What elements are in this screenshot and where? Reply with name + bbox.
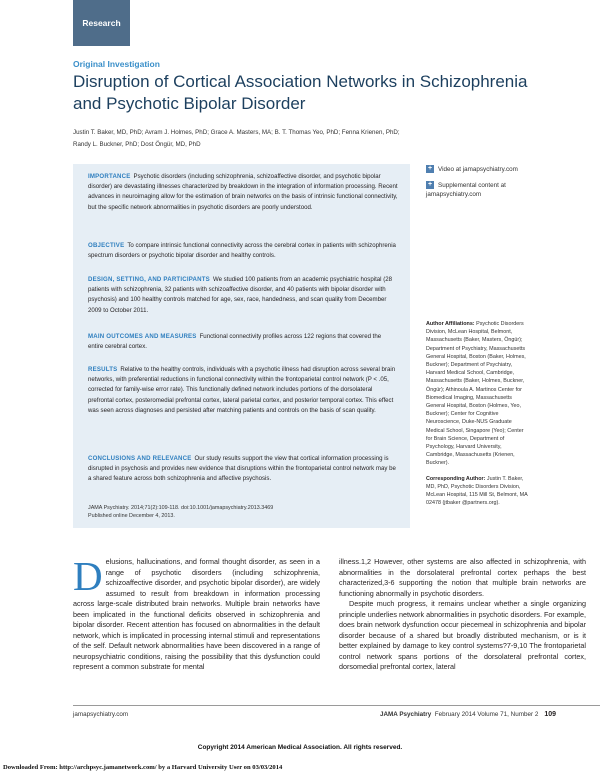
corresponding-label: Corresponding Author:: [426, 475, 486, 482]
author-list: Justin T. Baker, MD, PhD; Avram J. Holmes, PhD; Grace A. Masters, MA; B. T. Thomas Yeo, PhD; Fenna Krienen, PhD; Randy L. Buckner, PhD; Dost Öngür, MD, PhD: [73, 129, 400, 148]
supplemental-link[interactable]: [426, 181, 541, 199]
corresponding-text: Justin T. Baker, MD, PhD, Psychotic Disorders Division, McLean Hospital, 115 Mill St, Belmont, MA 02478 (jtbaker @partners.org).: [426, 475, 528, 507]
body-text-1: elusions, hallucinations, and formal thought disorder, as seen in a range of psychotic disorders (including schizophrenia, schizoaffective disorder, and psychotic bipolar disorder), are widely assumed to result from breakdown in information processing across large-scale distributed brain networks. Multiple brain networks have been implicated in the functional deficits observed in schizophrenia and bipolar disorder. Recent attention has focused on abnormalities in the default network, which is implicated in processing internal stimuli and representations of the self. Default network abnormalities have been discovered in a range of neuropsychiatric conditions, raising the possibility that this dysfunction could represent a common substrate for mental: [73, 557, 320, 671]
supplemental-label: Supplemental content at jamapsychiatry.com: [426, 182, 506, 198]
importance-heading: IMPORTANCE: [88, 173, 131, 180]
author-affiliations: [426, 320, 530, 507]
copyright-line: Copyright 2014 American Medical Association. All rights reserved.: [197, 744, 403, 751]
conclusions-text: Our study results support the view that cortical information processing is disrupted in psychosis and provides new evidence that disruptions within the frontoparietal control network may be a shared feature across both schizophrenia and affective psychosis.: [88, 455, 396, 483]
body-column-2: [339, 557, 586, 673]
plus-icon: +: [427, 181, 433, 188]
footer-journal: JAMA Psychiatry: [380, 711, 432, 718]
results-heading: RESULTS: [88, 366, 118, 373]
abstract-conclusions: [88, 454, 398, 485]
abstract-objective: [88, 241, 398, 261]
abstract-importance: [88, 172, 398, 213]
citation-line: JAMA Psychiatry. 2014;71(2):109-118. doi:10.1001/jamapsychiatry.2013.3469: [88, 505, 274, 511]
abstract-outcomes: [88, 332, 398, 352]
body-text-2a: illness.1,2 However, other systems are also affected in schizophrenia, with abnormalities in the dorsolateral prefrontal cortex perhaps the best characterized,3-6 supporting the notion that multiple brain networks are functioning abnormally in psychotic disorders.: [339, 557, 586, 598]
published-line: Published online December 4, 2013.: [88, 513, 175, 519]
video-link[interactable]: [426, 165, 596, 174]
download-notice: Downloaded From: http://archpsyc.jamanetwork.com/ by a Harvard University User on 03/03/2014: [3, 764, 283, 771]
plus-icon: +: [427, 165, 433, 172]
importance-text: Psychotic disorders (including schizophrenia, schizoaffective disorder, and psychotic bipolar disorder) are devastating illnesses characterized by breakdown in the integration of information processing. Recent advances in neuroimaging allow for the estimation of brain networks on the basis of intrinsic functional connectivity, but the specific network abnormalities in psychotic disorders are poorly understood.: [88, 173, 398, 211]
results-text: Relative to the healthy controls, individuals with a psychotic illness had disruption across several brain networks, with preferential reductions in functional connectivity within the frontoparietal control network (P < .05, corrected for family-wise error rate). This functionally defined network includes portions of the dorsolateral prefrontal cortex, posteromedial prefrontal cortex, lateral parietal cortex, and posterior temporal cortex. This effect was seen across diagnoses and persisted after matching patients and controls on the basis of scan quality.: [88, 366, 396, 414]
section-tab: Research: [73, 0, 130, 46]
abstract-results: [88, 365, 398, 416]
article-kicker: Original Investigation: [73, 59, 160, 69]
drop-cap: D: [73, 553, 103, 599]
footer-rule: [73, 705, 600, 706]
affiliations-label: Author Affiliations:: [426, 321, 475, 327]
objective-text: To compare intrinsic functional connectivity across the cerebral cortex in patients with schizophrenia spectrum disorders or psychotic bipolar disorder and healthy controls.: [88, 242, 396, 260]
abstract-design: [88, 275, 398, 316]
affiliations-text: Psychotic Disorders Division, McLean Hospital, Belmont, Massachusetts (Baker, Masters, Öngür); Department of Psychiatry, Massachusetts General Hospital, Boston (Baker, Holmes, Buckner); Department of Psychiatry, Harvard Medical School, Cambridge, Massachusetts (Baker, Holmes, Buckner, Öngür); Athinoula A. Martinos Center for Biomedical Imaging, Massachusetts General Hospital, Boston (Holmes, Yeo, Buckner); Center for Cognitive Neuroscience, Duke-NUS Graduate Medical School, Singapore (Yeo); Center for Brain Science, Department of Psychology, Harvard University, Cambridge, Massachusetts (Krienen, Buckner).: [426, 321, 526, 467]
footer-journal-info: [380, 711, 600, 718]
design-heading: DESIGN, SETTING, AND PARTICIPANTS: [88, 276, 210, 283]
video-label: Video at jamapsychiatry.com: [438, 166, 518, 173]
footer-site: jamapsychiatry.com: [73, 711, 129, 718]
page-number: 109: [544, 711, 557, 718]
objective-heading: OBJECTIVE: [88, 242, 125, 249]
article-title: Disruption of Cortical Association Networks in Schizophrenia and Psychotic Bipolar Disorder: [73, 72, 528, 113]
conclusions-heading: CONCLUSIONS AND RELEVANCE: [88, 455, 192, 462]
outcomes-text: Functional connectivity profiles across 122 regions that covered the entire cerebral cortex.: [88, 333, 382, 351]
body-column-1: [73, 553, 320, 673]
body-text-2b: Despite much progress, it remains unclear whether a single organizing principle underlies network abnormalities in psychotic disorders. For example, does brain network dysfunction occur piecemeal in schizophrenia and bipolar disorder because of a shared but broadly distributed mechanism, or is it better explained by damage to key control systems?7-9,10 The frontoparietal control network spans portions of the dorsolateral prefrontal cortex, dorsomedial prefrontal cortex, lateral: [339, 599, 586, 671]
design-text: We studied 100 patients from an academic psychiatric hospital (28 patients with schizophrenia, 32 patients with schizoaffective disorder, and 40 patients with bipolar disorder with psychosis) and 100 healthy controls matched for age, sex, race, handedness, and scan quality from December 2009 to October 2011.: [88, 276, 393, 314]
outcomes-heading: MAIN OUTCOMES AND MEASURES: [88, 333, 197, 340]
footer-issue: February 2014 Volume 71, Number 2: [434, 711, 539, 718]
